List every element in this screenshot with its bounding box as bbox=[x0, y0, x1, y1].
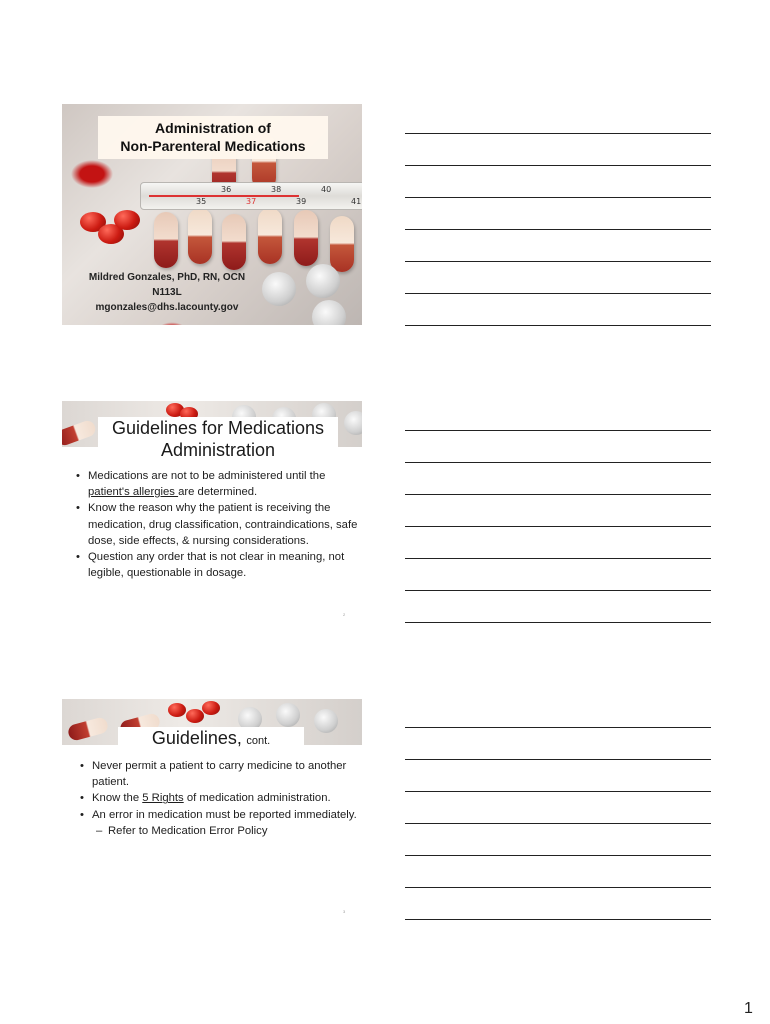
title-line-1: Administration of bbox=[155, 120, 271, 136]
capsule-image bbox=[62, 419, 98, 447]
red-capsule-image bbox=[114, 210, 140, 230]
title-line-2: Non-Parenteral Medications bbox=[120, 138, 306, 154]
note-line bbox=[405, 293, 711, 294]
note-line bbox=[405, 261, 711, 262]
title-line-2: Administration bbox=[160, 440, 276, 460]
bullet-text: Know the bbox=[92, 792, 143, 805]
note-line bbox=[405, 165, 711, 166]
red-capsule-image bbox=[168, 703, 186, 717]
red-capsule-image bbox=[186, 709, 204, 723]
blister-pill-image bbox=[276, 703, 300, 727]
capsule-image bbox=[258, 208, 282, 264]
bullet-item bbox=[74, 500, 358, 549]
bullet-text: of medication administration. bbox=[183, 792, 331, 805]
note-line bbox=[405, 590, 711, 591]
thermometer-tick: 39 bbox=[296, 197, 307, 206]
slide-title-suffix: cont. bbox=[246, 735, 271, 747]
bullet-text: Medications are not to be administered until the bbox=[88, 470, 326, 482]
note-line bbox=[405, 526, 711, 527]
slide-title bbox=[98, 116, 328, 159]
sub-bullet-item bbox=[78, 823, 358, 839]
note-line bbox=[405, 855, 711, 856]
note-line bbox=[405, 229, 711, 230]
bullet-list bbox=[74, 468, 358, 581]
blister-pill-image bbox=[312, 300, 346, 325]
note-line bbox=[405, 759, 711, 760]
slide-number: 2 bbox=[343, 612, 346, 617]
slide-1 bbox=[62, 104, 362, 325]
page-number: 1 bbox=[744, 1000, 753, 1017]
thermometer-image bbox=[140, 182, 362, 210]
slide-title-text: Guidelines, bbox=[151, 728, 242, 748]
red-capsule-image bbox=[202, 701, 220, 715]
note-line bbox=[405, 791, 711, 792]
note-line bbox=[405, 919, 711, 920]
slide-title bbox=[98, 417, 338, 461]
blister-pill-image bbox=[344, 411, 362, 435]
underlined-term: patient's allergies bbox=[88, 486, 179, 499]
slide-title bbox=[118, 727, 304, 752]
note-line bbox=[405, 430, 711, 431]
bullet-item bbox=[78, 758, 358, 790]
blister-pill-image bbox=[306, 264, 340, 298]
underlined-term: 5 Rights bbox=[142, 792, 184, 805]
bullet-text: Refer to Medication Error Policy bbox=[108, 824, 268, 837]
bullet-item bbox=[74, 468, 358, 500]
author-email: mgonzales@dhs.lacounty.gov bbox=[95, 302, 239, 313]
thermometer-tick: 41 bbox=[351, 197, 362, 206]
thermometer-tick: 35 bbox=[196, 197, 207, 206]
note-line bbox=[405, 887, 711, 888]
note-line bbox=[405, 622, 711, 623]
note-line bbox=[405, 462, 711, 463]
bullet-text: Question any order that is not clear in meaning, not legible, questionable in dosage. bbox=[88, 551, 345, 580]
slide-3 bbox=[62, 699, 362, 931]
capsule-image bbox=[188, 208, 212, 264]
capsule-image bbox=[294, 210, 318, 266]
bullet-item bbox=[78, 807, 358, 823]
bullet-text: Never permit a patient to carry medicine to another patient. bbox=[92, 760, 347, 789]
note-line bbox=[405, 558, 711, 559]
slide-number: 3 bbox=[343, 909, 346, 914]
thermometer-tick: 37 bbox=[246, 197, 257, 206]
note-line bbox=[405, 197, 711, 198]
bullet-text: Know the reason why the patient is receiving the medication, drug classification, contraindications, safe dose, side effects, & nursing considerations. bbox=[88, 502, 358, 547]
slide-2 bbox=[62, 401, 362, 631]
bullet-item bbox=[78, 790, 358, 806]
title-line-1: Guidelines for Medications bbox=[111, 418, 325, 438]
thermometer-tick: 38 bbox=[271, 185, 282, 194]
note-line bbox=[405, 133, 711, 134]
thermometer-mercury bbox=[149, 195, 299, 197]
note-line bbox=[405, 727, 711, 728]
bullet-list bbox=[78, 758, 358, 839]
capsule-image bbox=[67, 716, 110, 742]
capsule-image bbox=[222, 214, 246, 270]
blister-pill-image bbox=[314, 709, 338, 733]
note-line bbox=[405, 823, 711, 824]
author-name: Mildred Gonzales, PhD, RN, OCN bbox=[88, 272, 246, 283]
bullet-text: are determined. bbox=[178, 486, 258, 499]
bullet-text: An error in medication must be reported immediately. bbox=[92, 808, 357, 821]
note-line bbox=[405, 494, 711, 495]
capsule-image bbox=[154, 212, 178, 268]
capsule-image bbox=[330, 216, 354, 272]
thermometer-tick: 40 bbox=[321, 185, 332, 194]
bullet-item bbox=[74, 549, 358, 581]
author-info bbox=[62, 270, 272, 315]
thermometer-tick: 36 bbox=[221, 185, 232, 194]
author-room: N113L bbox=[152, 287, 182, 298]
note-line bbox=[405, 325, 711, 326]
